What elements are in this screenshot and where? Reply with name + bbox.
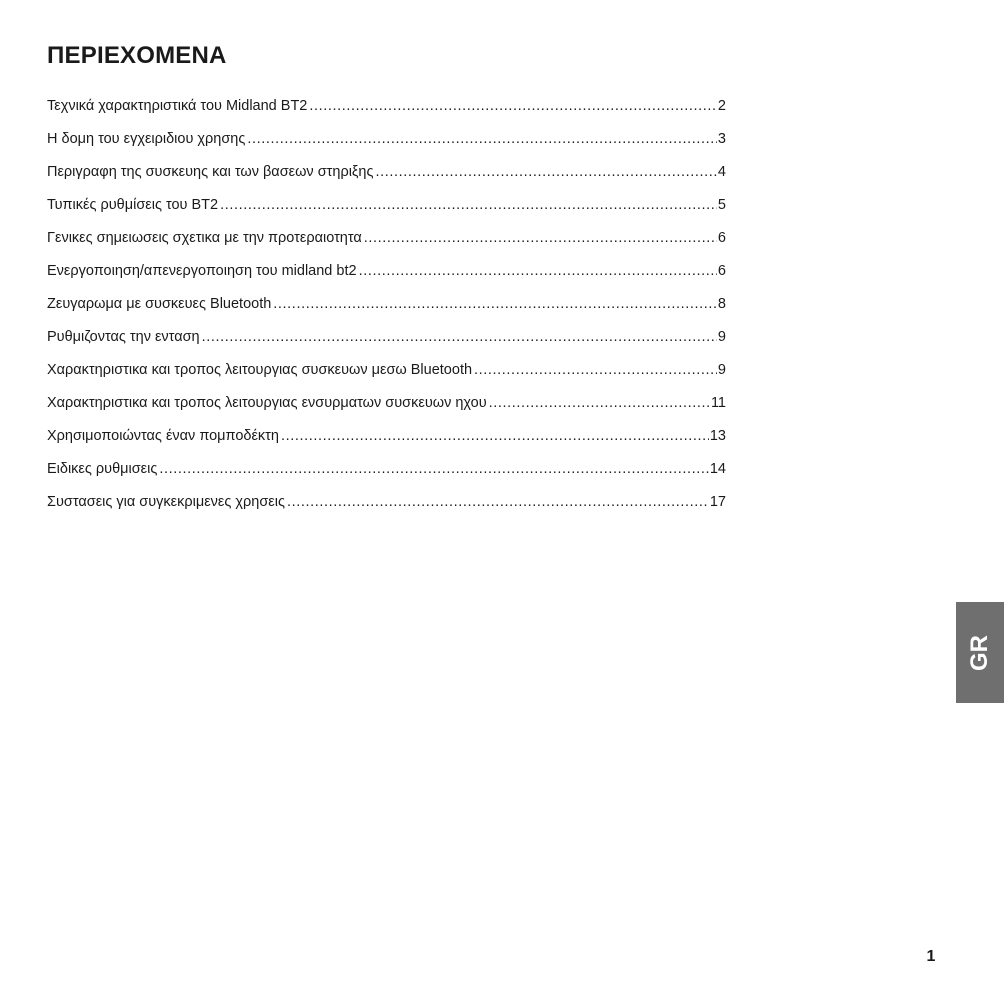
toc-entry[interactable] [47, 127, 726, 160]
dot-leader [364, 226, 717, 250]
toc-entry[interactable] [47, 391, 726, 424]
toc-entry-title: Συστασεις για συγκεκριμενες χρησεις [47, 494, 285, 510]
toc-entry-title: Η δομη του εγχειριδιου χρησης [47, 131, 246, 147]
dot-leader [202, 325, 717, 349]
toc-entry-page: 5 [717, 197, 726, 213]
toc-entry[interactable] [47, 358, 726, 391]
toc-entry[interactable] [47, 160, 726, 193]
toc-entry-page: 9 [717, 362, 726, 378]
toc-entry-page: 14 [709, 461, 726, 477]
toc-entry-title: Τυπικές ρυθμίσεις του BT2 [47, 197, 219, 213]
toc-entry-page: 2 [717, 98, 726, 114]
dot-leader [220, 193, 717, 217]
toc-entry-title: Τεχνικά χαρακτηριστικά του Midland BT2 [47, 98, 308, 114]
dot-leader [375, 160, 716, 184]
toc-entry-title: Χαρακτηριστικα και τροπος λειτουργιας ενσυρματων συσκευων ηχου [47, 395, 487, 411]
toc-entry-title: Ζευγαρωμα με συσκευες Bluetooth [47, 296, 272, 312]
language-tab-label: GR [966, 634, 993, 671]
toc-entry[interactable] [47, 259, 726, 292]
toc-entry-title: Χαρακτηριστικα και τροπος λειτουργιας συσκευων μεσω Bluetooth [47, 362, 473, 378]
dot-leader [489, 391, 710, 415]
dot-leader [287, 490, 709, 514]
toc-entry-title: Χρησιμοποιώντας έναν πομποδέκτη [47, 428, 279, 444]
page-title: ΠΕΡΙΕΧΟΜΕΝΑ [47, 42, 227, 69]
toc-entry-page: 11 [710, 395, 726, 411]
toc-entry-title: Περιγραφη της συσκευης και των βασεων στηριξης [47, 164, 374, 180]
dot-leader [159, 457, 709, 481]
toc-entry-title: Γενικες σημειωσεις σχετικα με την προτεραιοτητα [47, 230, 362, 246]
language-tab [956, 602, 1004, 703]
toc-entry-page: 6 [717, 263, 726, 279]
toc-entry[interactable] [47, 226, 726, 259]
dot-leader [273, 292, 717, 316]
toc-entry[interactable] [47, 292, 726, 325]
toc-entry-page: 6 [717, 230, 726, 246]
dot-leader [359, 259, 717, 283]
toc-entry-page: 8 [717, 296, 726, 312]
dot-leader [281, 424, 709, 448]
toc-entry[interactable] [47, 490, 726, 523]
toc-entry[interactable] [47, 424, 726, 457]
dot-leader [247, 127, 717, 151]
toc-entry[interactable] [47, 94, 726, 127]
toc-entry-page: 4 [717, 164, 726, 180]
page-number: 1 [926, 948, 936, 965]
dot-leader [474, 358, 717, 382]
dot-leader [309, 94, 717, 118]
toc-entry[interactable] [47, 457, 726, 490]
toc-entry-page: 3 [717, 131, 726, 147]
toc-entry[interactable] [47, 193, 726, 226]
toc-entry-page: 17 [709, 494, 726, 510]
toc-entry-page: 13 [709, 428, 726, 444]
toc-entry[interactable] [47, 325, 726, 358]
toc-entry-page: 9 [717, 329, 726, 345]
toc-entry-title: Ρυθμιζοντας την ενταση [47, 329, 200, 345]
toc-entry-title: Ειδικες ρυθμισεις [47, 461, 158, 477]
table-of-contents [47, 94, 726, 523]
toc-entry-title: Ενεργοποιηση/απενεργοποιηση του midland bt2 [47, 263, 357, 279]
